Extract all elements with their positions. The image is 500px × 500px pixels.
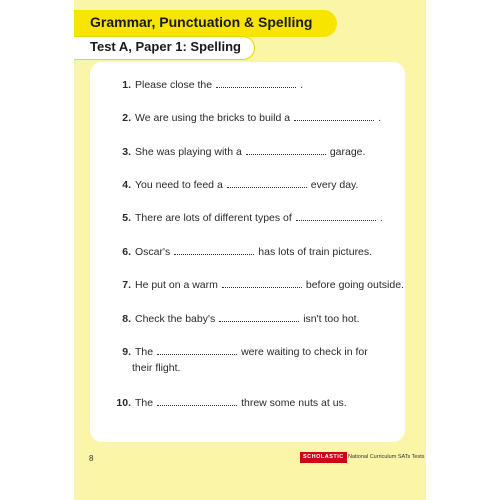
question-9 [113, 344, 368, 376]
question-text-after: . [379, 212, 383, 224]
answer-blank[interactable] [222, 277, 302, 288]
question-3 [113, 144, 365, 160]
question-text-after: every day. [310, 179, 359, 191]
question-text: Please close the [135, 79, 213, 91]
question-text: He put on a warm [135, 279, 218, 291]
question-4 [113, 177, 358, 193]
answer-blank[interactable] [174, 244, 254, 255]
question-text: The [135, 397, 154, 409]
answer-blank[interactable] [157, 395, 237, 406]
question-number: 6. [122, 246, 131, 258]
answer-blank[interactable] [227, 177, 307, 188]
series-name: National Curriculum SATs Tests [348, 454, 425, 460]
paper-title: Test A, Paper 1: Spelling [90, 39, 241, 54]
question-text: You need to feed a [135, 179, 223, 191]
question-number: 5. [122, 212, 131, 224]
question-text: There are lots of different types of [135, 212, 292, 224]
section-title: Grammar, Punctuation & Spelling [90, 14, 313, 30]
question-10 [113, 395, 347, 411]
question-6 [113, 244, 372, 260]
question-number: 7. [122, 279, 131, 291]
question-text: The [135, 346, 154, 358]
page-number: 8 [89, 454, 94, 463]
question-1 [113, 77, 303, 93]
question-text-after: isn't too hot. [303, 313, 360, 325]
answer-blank[interactable] [219, 311, 299, 322]
question-text: Check the baby's [135, 313, 216, 325]
question-7 [113, 277, 404, 293]
section-header [74, 10, 337, 37]
paper-header [74, 36, 255, 60]
question-number: 8. [122, 313, 131, 325]
question-text-after: garage. [329, 146, 366, 158]
answer-blank[interactable] [157, 344, 237, 355]
question-text-continued: their flight. [132, 362, 181, 374]
question-text: She was playing with a [135, 146, 242, 158]
question-text-after: has lots of train pictures. [258, 246, 373, 258]
answer-blank[interactable] [294, 110, 374, 121]
question-8 [113, 311, 360, 327]
question-5 [113, 210, 383, 226]
answer-blank[interactable] [296, 210, 376, 221]
question-number: 1. [122, 79, 131, 91]
question-text: Oscar's [135, 246, 171, 258]
question-number: 3. [122, 146, 131, 158]
question-number: 2. [122, 112, 131, 124]
question-text-after: . [300, 79, 303, 91]
question-2 [113, 110, 381, 126]
publisher-logo: SCHOLASTIC [300, 452, 347, 463]
question-text: We are using the bricks to build a [135, 112, 291, 124]
answer-blank[interactable] [216, 77, 296, 88]
question-number: 4. [122, 179, 131, 191]
question-text-after: were waiting to check in for [241, 346, 368, 358]
question-text-after: before going outside. [305, 279, 404, 291]
question-number: 9. [122, 346, 131, 358]
question-number: 10. [116, 397, 131, 409]
question-text-after: threw some nuts at us. [241, 397, 347, 409]
question-text-after: . [378, 112, 381, 124]
answer-blank[interactable] [246, 144, 326, 155]
